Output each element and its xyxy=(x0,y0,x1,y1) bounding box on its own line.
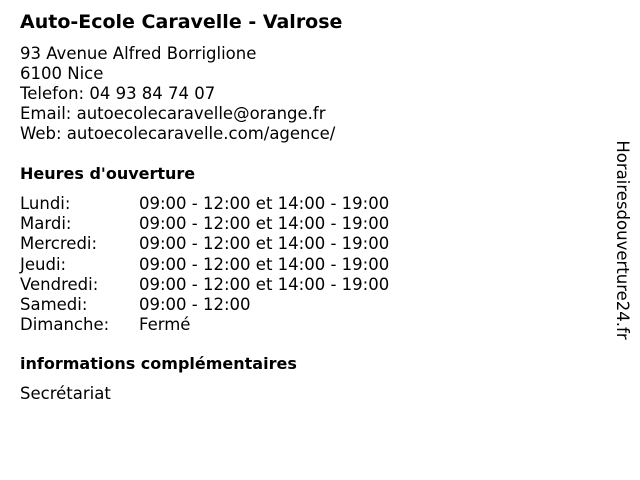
day-label: Mercredi: xyxy=(20,234,98,254)
day-hours: 09:00 - 12:00 et 14:00 - 19:00 xyxy=(139,254,390,274)
day-hours: Fermé xyxy=(139,315,191,335)
day-hours: 09:00 - 12:00 et 14:00 - 19:00 xyxy=(139,234,390,254)
day-label: Dimanche: xyxy=(20,315,110,335)
additional-info-heading: informations complémentaires xyxy=(20,354,297,373)
day-label: Jeudi: xyxy=(20,254,67,274)
day-label: Mardi: xyxy=(20,214,72,234)
day-label: Samedi: xyxy=(20,294,88,314)
day-hours: 09:00 - 12:00 et 14:00 - 19:00 xyxy=(139,194,390,213)
day-hours: 09:00 - 12:00 xyxy=(139,294,251,314)
day-hours: 09:00 - 12:00 et 14:00 - 19:00 xyxy=(139,214,390,234)
day-label: Lundi: xyxy=(20,194,71,213)
website-link[interactable]: Web: autoecolecaravelle.com/agence/ xyxy=(20,124,336,143)
email-address[interactable]: Email: autoecolecaravelle@orange.fr xyxy=(20,104,326,123)
day-label: Vendredi: xyxy=(20,274,99,294)
business-name: Auto-Ecole Caravelle - Valrose xyxy=(20,11,343,33)
contact-block xyxy=(20,44,335,144)
additional-info-text: Secrétariat xyxy=(20,384,111,403)
address-city: 6100 Nice xyxy=(20,64,104,83)
day-hours: 09:00 - 12:00 et 14:00 - 19:00 xyxy=(139,274,390,294)
address-street: 93 Avenue Alfred Borriglione xyxy=(20,44,257,63)
opening-hours-heading: Heures d'ouverture xyxy=(20,164,196,183)
phone-number[interactable]: Telefon: 04 93 84 74 07 xyxy=(20,84,216,103)
site-watermark: Horairesdouverture24.fr xyxy=(613,140,632,340)
